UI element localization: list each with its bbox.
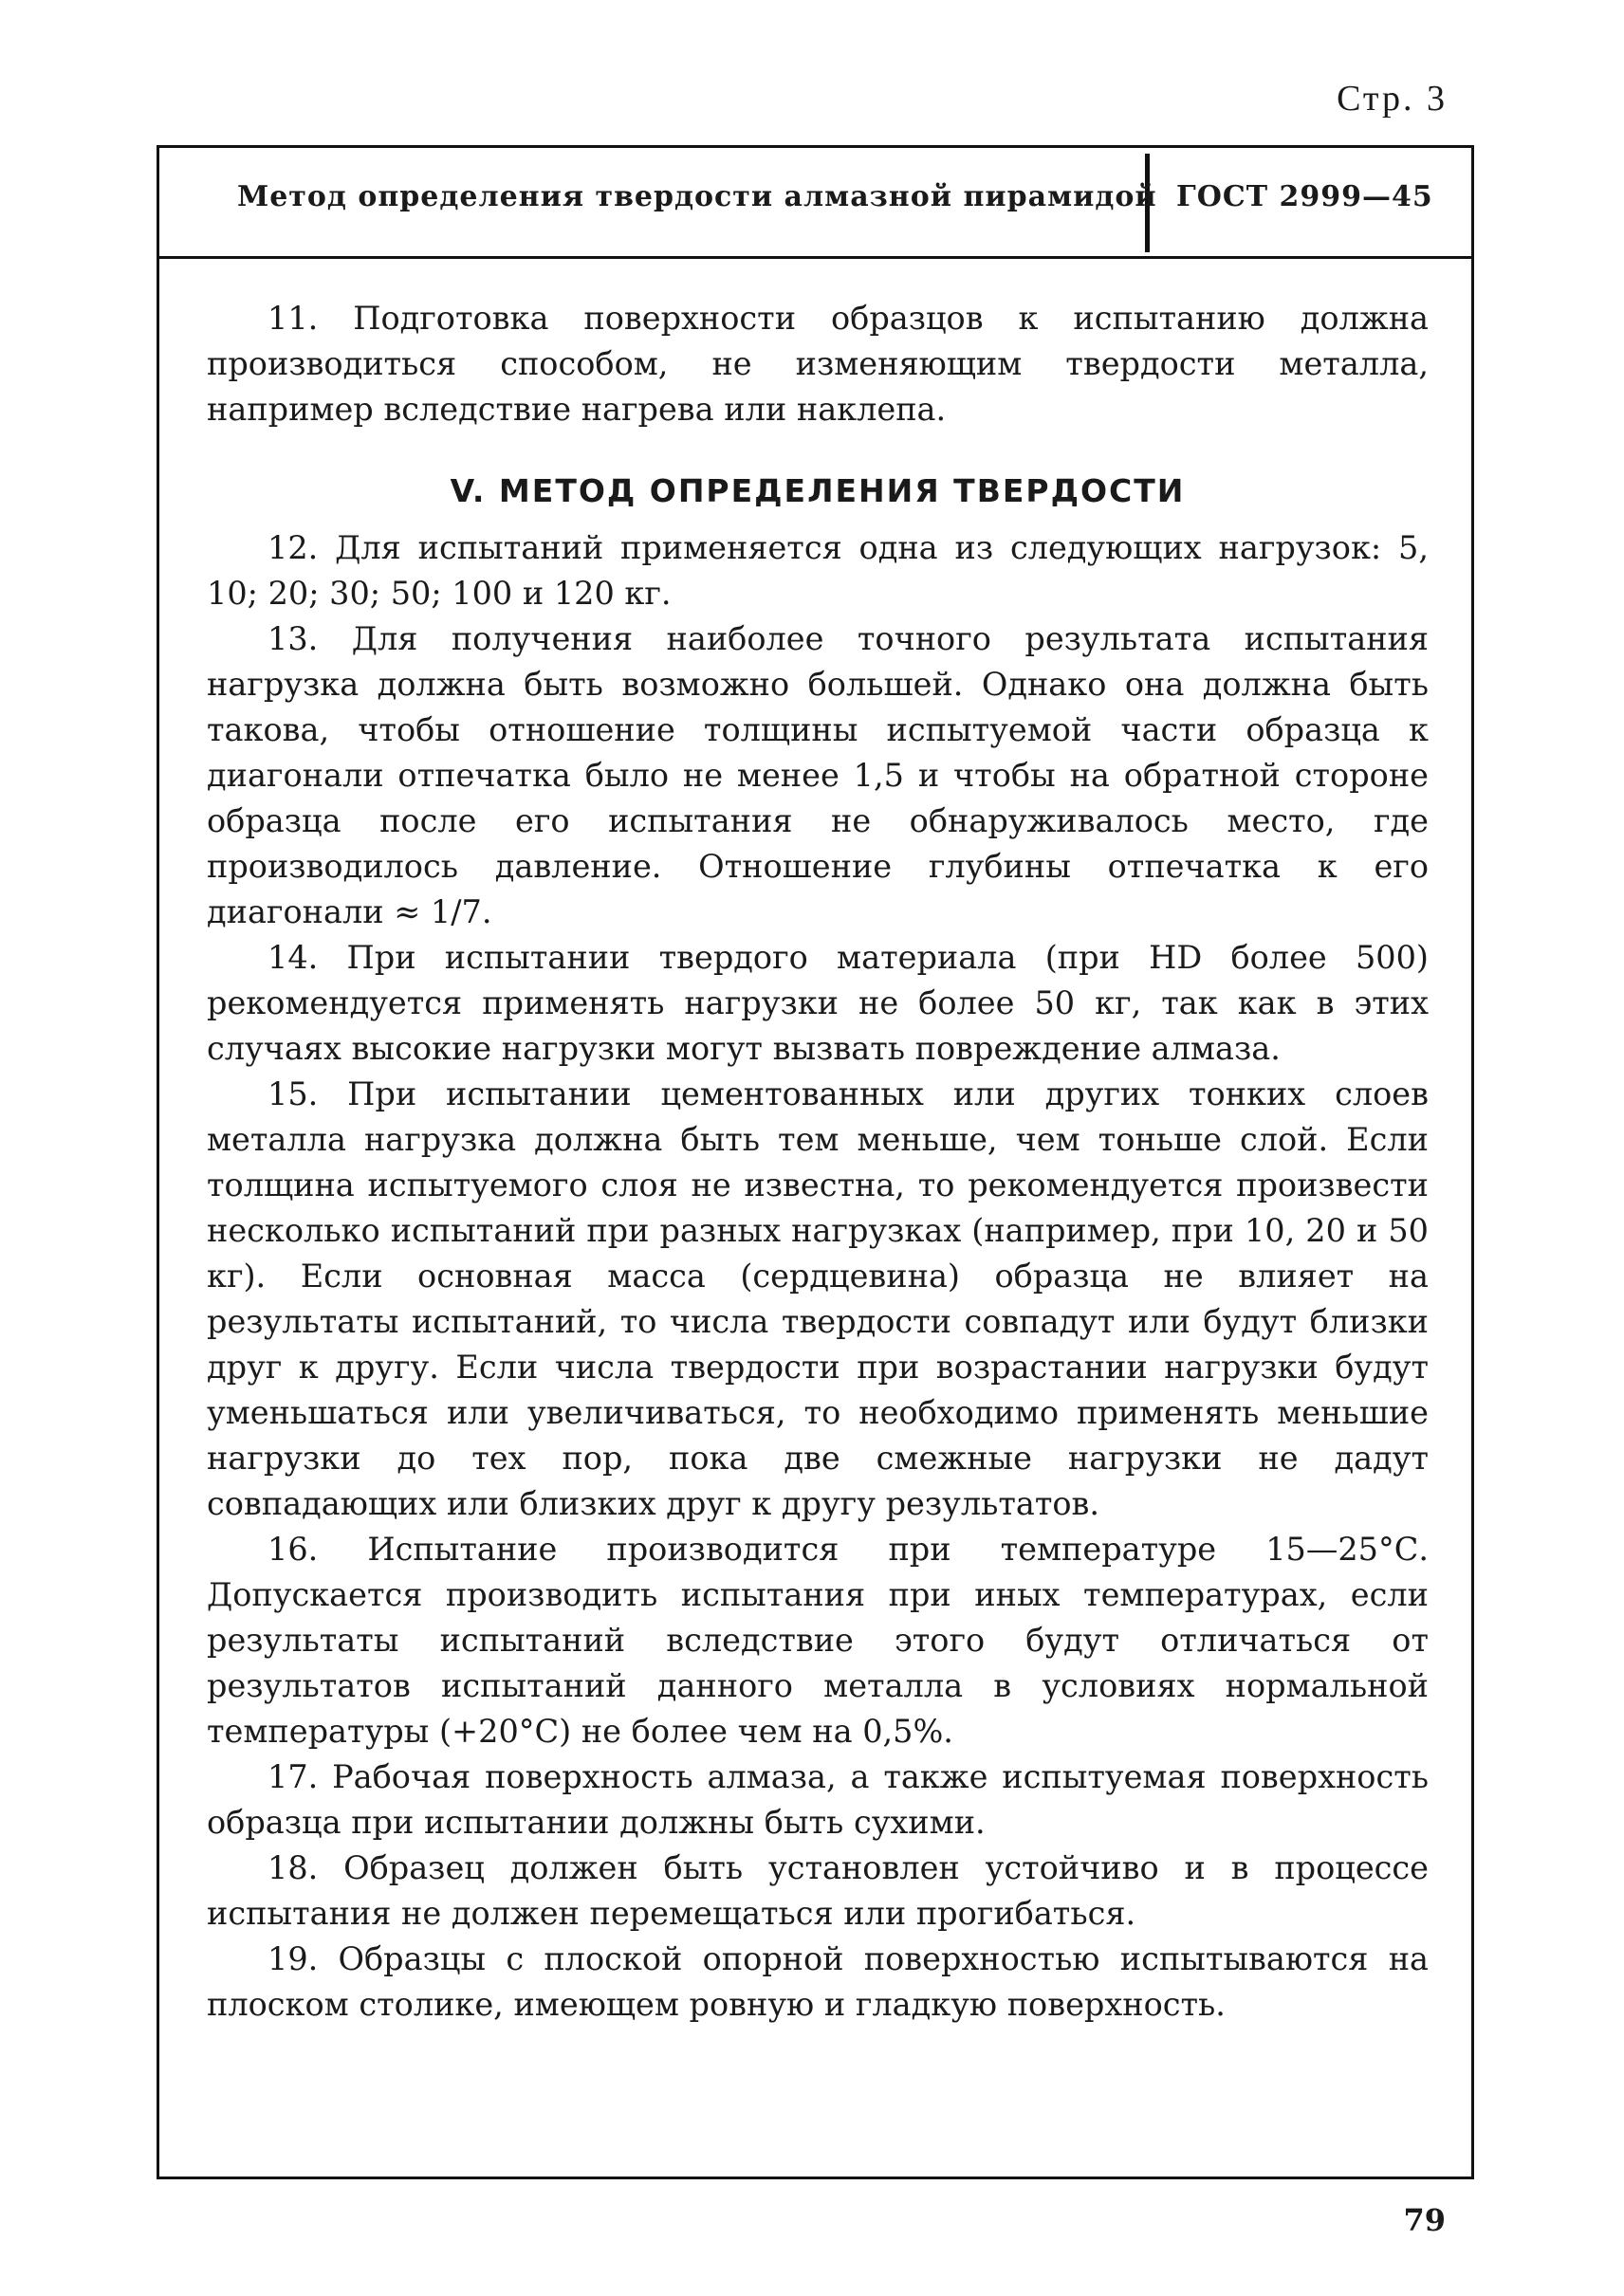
document-body bbox=[207, 296, 1429, 2028]
paragraph-17: 17. Рабочая поверхность алмаза, а также испытуемая поверхность образца при испытании должны быть сухими. bbox=[207, 1758, 1429, 1841]
page-label: Стр. 3 bbox=[1337, 79, 1448, 119]
header-standard-number: ГОСТ 2999—45 bbox=[1176, 180, 1433, 213]
footer-rule bbox=[157, 2177, 1474, 2179]
header-title: Метод определения твердости алмазной пирамидой bbox=[237, 180, 1157, 213]
paragraph-11: 11. Подготовка поверхности образцов к испытанию должна производиться способом, не изменяющим твердости металла, например вследствие нагрева или наклепа. bbox=[207, 300, 1429, 428]
paragraph-12: 12. Для испытаний применяется одна из следующих нагрузок: 5, 10; 20; 30; 50; 100 и 120 кг. bbox=[207, 529, 1429, 612]
page-folio: 79 bbox=[1403, 2202, 1446, 2238]
paragraph-13: 13. Для получения наиболее точного результата испытания нагрузка должна быть возможно большей. Однако она должна быть такова, чтобы отношение толщины испытуемой части образца к диагонали отпечатка было не менее 1,5 и чтобы на обратной стороне образца после его испытания не обнаруживалось место, где производилось давление. Отношение глубины отпечатка к его диагонали ≈ 1/7. bbox=[207, 620, 1429, 930]
paragraph-19: 19. Образцы с плоской опорной поверхностью испытываются на плоском столике, имеющем ровную и гладкую поверхность. bbox=[207, 1940, 1429, 2023]
paragraph-14: 14. При испытании твердого материала (при HD более 500) рекомендуется применять нагрузки не более 50 кг, так как в этих случаях высокие нагрузки могут вызвать повреждение алмаза. bbox=[207, 939, 1429, 1067]
paragraph-18: 18. Образец должен быть установлен устойчиво и в процессе испытания не должен перемещаться или прогибаться. bbox=[207, 1849, 1429, 1932]
paragraph-15: 15. При испытании цементованных или других тонких слоев металла нагрузка должна быть тем меньше, чем тоньше слой. Если толщина испытуемого слоя не известна, то рекомендуется произвести несколько испытаний при разных нагрузках (например, при 10, 20 и 50 кг). Если основная масса (сердцевина) образца не влияет на результаты испытаний, то числа твердости совпадут или будут близки друг к другу. Если числа твердости при возрастании нагрузки будут уменьшаться или увеличиваться, то необходимо применять меньшие нагрузки до тех пор, пока две смежные нагрузки не дадут совпадающих или близких друг к другу результатов. bbox=[207, 1075, 1429, 1522]
header-bottom-rule bbox=[157, 256, 1474, 259]
section-title: V. МЕТОД ОПРЕДЕЛЕНИЯ ТВЕРДОСТИ bbox=[450, 472, 1186, 509]
paragraph-16: 16. Испытание производится при температуре 15—25°С. Допускается производить испытания при иных температурах, если результаты испытаний вследствие этого будут отличаться от результатов испытаний данного металла в условиях нормальной температуры (+20°С) не более чем на 0,5%. bbox=[207, 1531, 1429, 1750]
